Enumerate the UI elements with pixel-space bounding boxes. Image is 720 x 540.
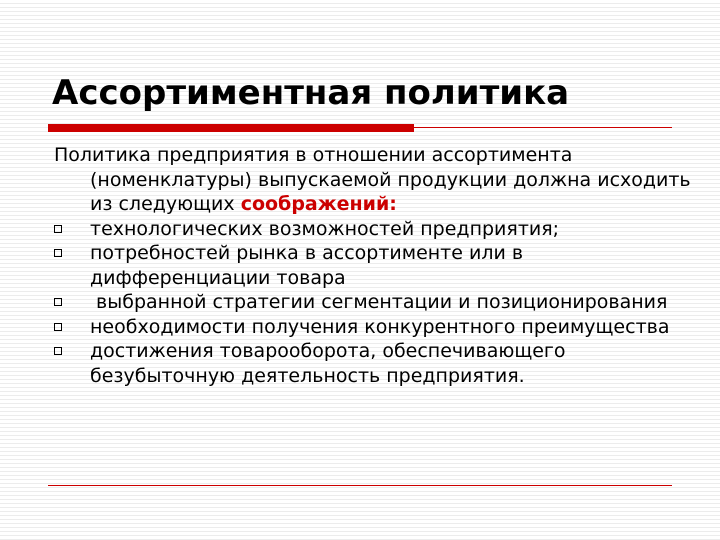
- title-underline-thin: [414, 127, 672, 128]
- square-bullet-icon: [54, 225, 62, 233]
- list-item: [54, 315, 694, 340]
- list-item: [54, 339, 694, 388]
- list-item: [54, 241, 694, 290]
- slide-title: Ассортиментная политика: [52, 73, 570, 113]
- footer-divider: [48, 485, 672, 486]
- list-item-text: технологических возможностей предприятия;: [90, 217, 560, 240]
- title-underline-thick: [48, 124, 414, 132]
- list-item: [54, 217, 694, 242]
- intro-text: Политика предприятия в отношении ассортимента (номенклатуры) выпускаемой продукции должна исходить из следующих: [54, 144, 691, 215]
- square-bullet-icon: [54, 347, 62, 355]
- slide-body: [54, 143, 694, 388]
- intro-paragraph: [54, 143, 694, 217]
- square-bullet-icon: [54, 298, 62, 306]
- list-item-text: необходимости получения конкурентного преимущества: [90, 315, 670, 338]
- list-item-text: достижения товарооборота, обеспечивающего безубыточную деятельность предприятия.: [90, 340, 566, 387]
- list-item-text: выбранной стратегии сегментации и позиционирования: [90, 291, 668, 313]
- intro-accent: соображений:: [240, 193, 397, 215]
- list-item-text: потребностей рынка в ассортименте или в дифференциации товара: [90, 242, 524, 289]
- list-item: [54, 290, 694, 315]
- square-bullet-icon: [54, 323, 62, 331]
- square-bullet-icon: [54, 249, 62, 257]
